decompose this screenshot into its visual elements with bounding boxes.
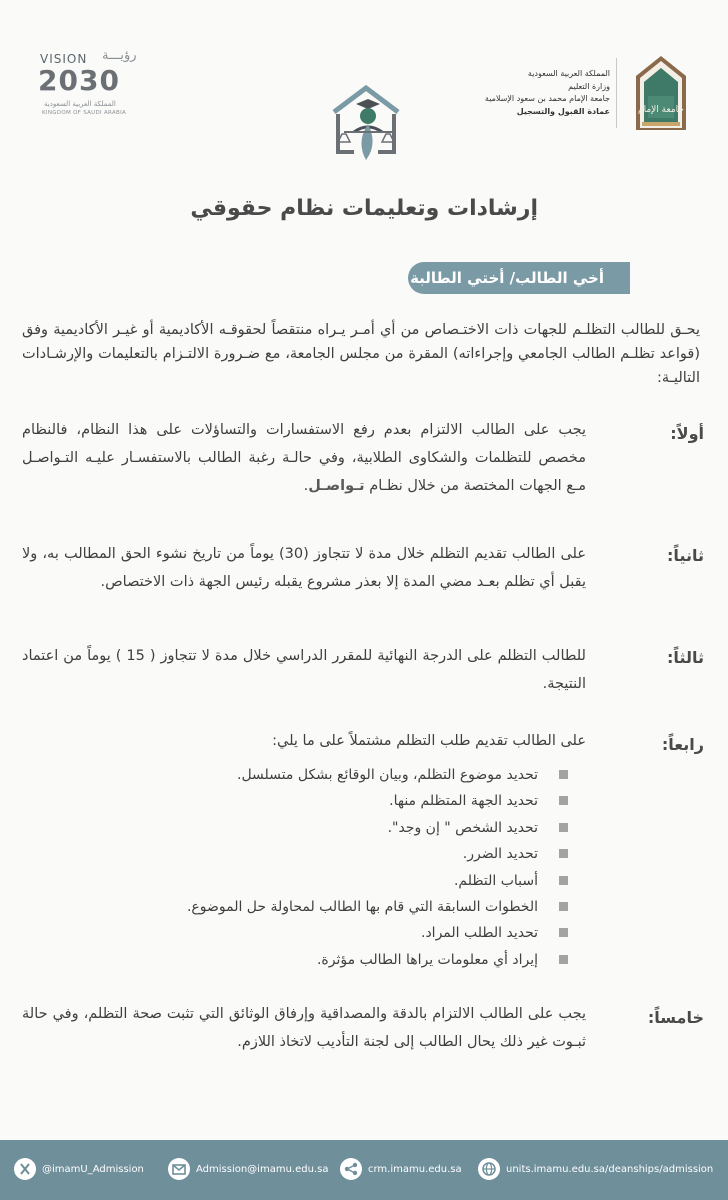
bullet-icon — [559, 955, 568, 964]
vision-year: 2030 — [38, 64, 120, 97]
page-title: إرشادات وتعليمات نظام حقوقي — [190, 196, 538, 221]
list-item: أسباب التظلم. — [50, 868, 570, 894]
section-second-label: ثانياً: — [667, 546, 704, 565]
section-fourth-label: رابعاً: — [661, 735, 704, 754]
section-first-text — [22, 416, 586, 500]
globe-icon — [478, 1158, 500, 1180]
contact-footer — [0, 1140, 728, 1200]
email-link[interactable] — [168, 1158, 328, 1180]
section-first-tail: . — [303, 478, 309, 494]
vision-sub-ar: المملكة العربية السعودية — [44, 100, 116, 108]
section-first-label: أولاً: — [670, 424, 704, 443]
units-url: units.imamu.edu.sa/deanships/admission — [506, 1163, 714, 1175]
university-name-block — [420, 68, 610, 118]
list-item: تحديد الجهة المتظلم منها. — [50, 788, 570, 814]
deanship-line: عمادة القبول والتسجيل — [516, 106, 610, 116]
section-third-text: للطالب التظلم على الدرجة النهائية للمقرر الدراسي خلال مدة لا تتجاوز ( 15 ) يوماً من اعتماد النتيجة. — [22, 648, 586, 692]
units-link[interactable] — [478, 1158, 713, 1180]
vision-ar: رؤيـــة — [102, 48, 137, 63]
university-logo-text: جامعة الإمام — [638, 105, 684, 115]
country-line: المملكة العربية السعودية — [527, 69, 610, 78]
email-icon — [168, 1158, 190, 1180]
list-item: الخطوات السابقة التي قام بها الطالب لمحاولة حل الموضوع. — [50, 894, 570, 920]
bullet-icon — [559, 770, 568, 779]
list-item: إيراد أي معلومات يراها الطالب مؤثرة. — [50, 947, 570, 973]
vision-en: VISION — [40, 52, 88, 66]
rights-system-logo — [326, 82, 406, 164]
section-fourth-text: على الطالب تقديم طلب التظلم مشتملاً على ما يلي: — [272, 733, 586, 749]
bullet-icon — [559, 823, 568, 832]
bullet-icon — [559, 928, 568, 937]
grievance-requirements-list — [50, 762, 570, 973]
list-item: تحديد الشخص " إن وجد". — [50, 815, 570, 841]
list-item: تحديد موضوع التظلم، وبيان الوقائع بشكل متسلسل. — [50, 762, 570, 788]
section-second-text: على الطالب تقديم التظلم خلال مدة لا تتجاوز (30) يوماً من تاريخ نشوء الحق المطالب به، ولا يقبل أي تظلم بعـد مضي المدة إلا بعذر مشروع يقبله رئيس الجهة ذات الاختصاص. — [22, 546, 586, 590]
header-divider — [616, 58, 617, 128]
vision-2030-logo — [36, 48, 146, 122]
university-line: جامعة الإمام محمد بن سعود الإسلامية — [484, 94, 610, 103]
twitter-link[interactable] — [14, 1158, 144, 1180]
crm-link[interactable] — [340, 1158, 462, 1180]
section-first-body: يجب على الطالب الالتزام بعدم رفع الاستفسارات والتساؤلات على هذا النظام، فالنظام مخصص للتظلمات والشكاوى الطلابية، وفي حالـة رغبة الطالب بالاستفسـار عليـه التـواصـل مـع الجهات المختصة من خلال نظـام — [22, 422, 586, 494]
share-icon — [340, 1158, 362, 1180]
crm-url: crm.imamu.edu.sa — [368, 1163, 462, 1175]
section-fifth-text: يجب على الطالب الالتزام بالدقة والمصداقية وإرفاق الوثائق التي تثبت صحة التظلم، وفي حالة ثبـوت غير ذلك يحال الطالب إلى لجنة التأديب لاتخاذ اللازم. — [22, 1006, 586, 1050]
vision-sub-en: KINGDOM OF SAUDI ARABIA — [42, 110, 127, 116]
bullet-icon — [559, 902, 568, 911]
twitter-handle: @imamU_Admission — [42, 1163, 144, 1175]
section-third-label: ثالثاً: — [667, 648, 704, 667]
bullet-icon — [559, 876, 568, 885]
list-item: تحديد الضرر. — [50, 841, 570, 867]
salutation-text: أخي الطالب/ أختي الطالبة — [410, 269, 604, 287]
x-twitter-icon — [14, 1158, 36, 1180]
section-fifth-label: خامساً: — [647, 1008, 704, 1027]
list-item: تحديد الطلب المراد. — [50, 920, 570, 946]
intro-paragraph: يحـق للطالب التظلـم للجهات ذات الاختـصاص من أي أمـر يـراه منتقصاً لحقوقـه الأكاديمية أو غيـر الأكاديمية وفق (قواعد تظلـم الطالب الجامعي وإجراءاته) المقرة من مجلس الجامعة، مع ضـرورة الالتـزام بالتعليمات والإرشـادات التاليـة: — [22, 322, 700, 386]
email-address: Admission@imamu.edu.sa — [196, 1163, 329, 1175]
bullet-icon — [559, 849, 568, 858]
tawasul-emphasis: تـواصـل — [308, 478, 365, 494]
ministry-line: وزارة التعليم — [568, 81, 610, 91]
salutation-banner — [408, 262, 630, 294]
university-logo — [632, 52, 690, 132]
bullet-icon — [559, 796, 568, 805]
